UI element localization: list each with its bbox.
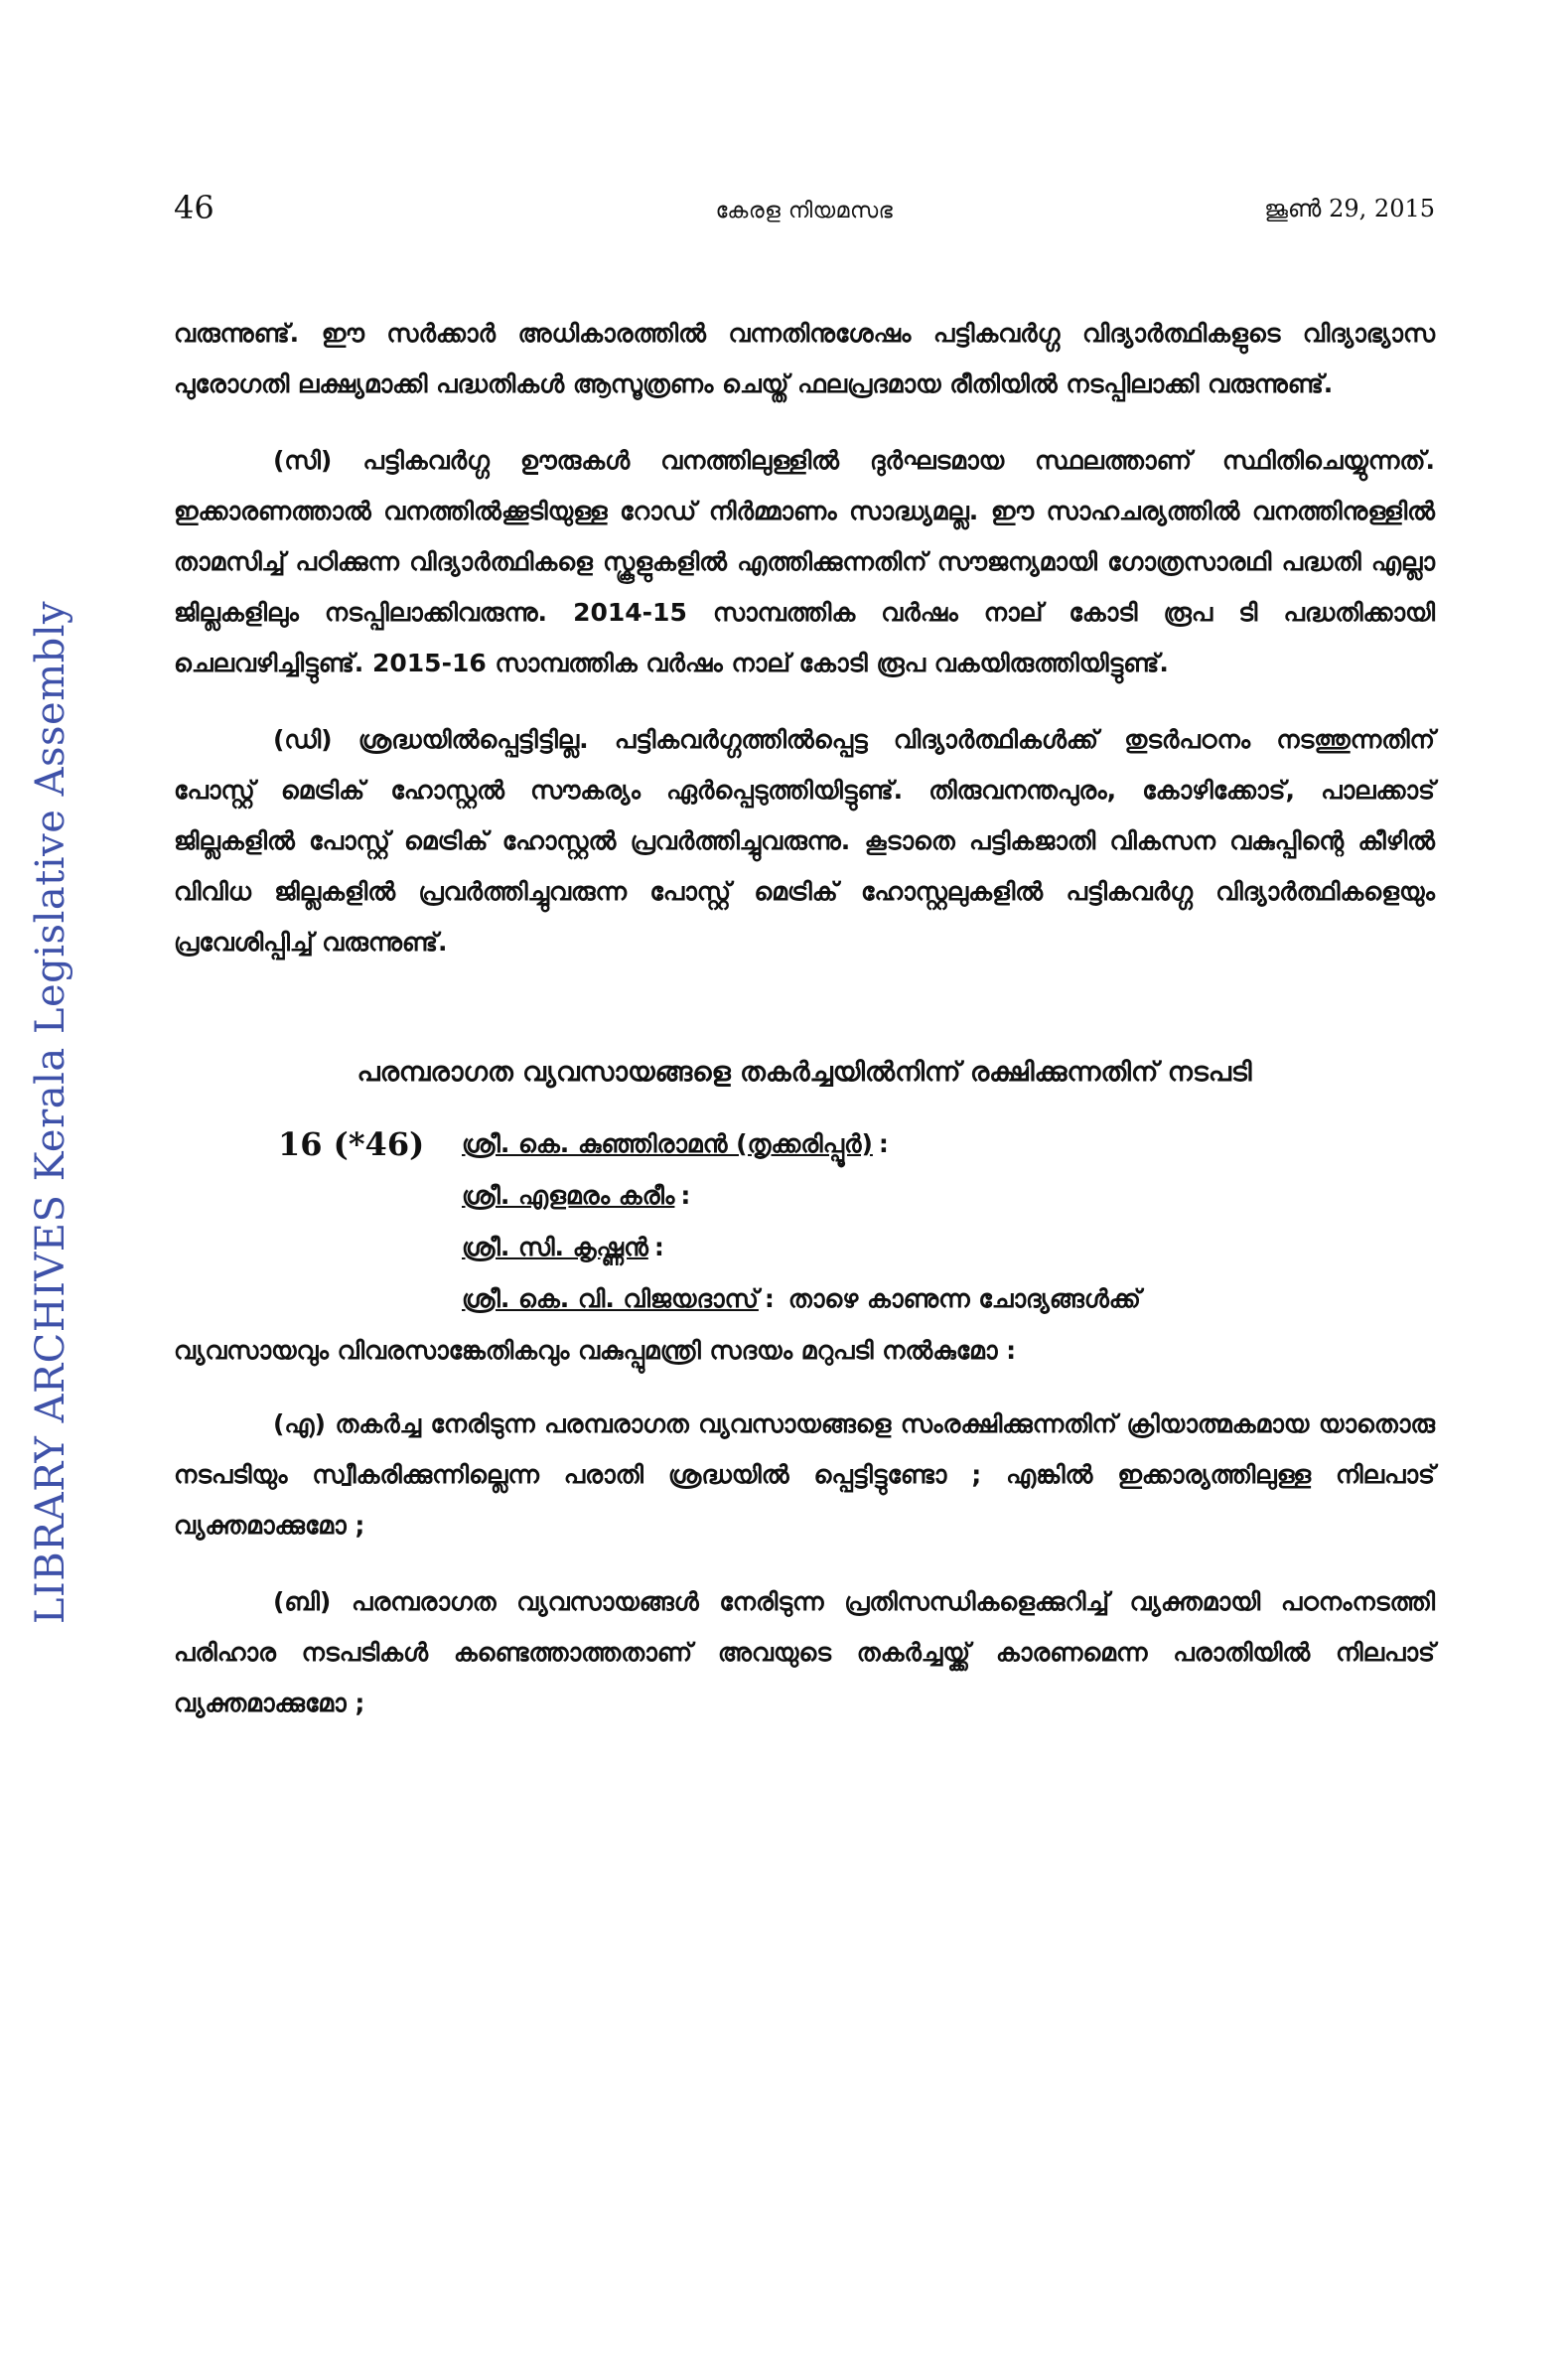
member-line	[462, 1222, 1435, 1273]
question-part-b: (ബി) പരമ്പരാഗത വ്യവസായങ്ങൾ നേരിടുന്ന പ്രതിസന്ധികളെക്കുറിച്ച് വ്യക്തമായി പഠനംനടത്തി പരിഹാര നടപടികൾ കണ്ടെത്താത്തതാണ് അവയുടെ തകർച്ചയ്ക്ക് കാരണമെന്ന പരാതിയിൽ നിലപാട് വ്യക്തമാക്കുമോ ;	[174, 1587, 1435, 1717]
member-name: ശ്രീ. സി. കൃഷ്ണൻ	[462, 1233, 648, 1261]
question-part-a: (എ) തകർച്ച നേരിടുന്ന പരമ്പരാഗത വ്യവസായങ്ങളെ സംരക്ഷിക്കുന്നതിന് ക്രിയാത്മകമായ യാതൊരു നടപടിയും സ്വീകരിക്കുന്നില്ലെന്ന പരാതി ശ്രദ്ധയിൽ പ്പെട്ടിട്ടുണ്ടോ ; എങ്കിൽ ഇക്കാര്യത്തിലുള്ള നിലപാട് വ്യക്തമാക്കുമോ ;	[174, 1409, 1435, 1540]
member-line	[462, 1170, 1435, 1222]
page-number: 46	[174, 189, 214, 226]
section-heading: പരമ്പരാഗത വ്യവസായങ്ങളെ തകർച്ചയിൽനിന്ന് രക്ഷിക്കുന്നതിന് നടപടി	[356, 1057, 1252, 1088]
header-date: ജൂൺ 29, 2015	[1264, 195, 1435, 222]
member-line	[462, 1118, 1435, 1170]
paragraph-answer-d: (ഡി) ശ്രദ്ധയിൽപ്പെട്ടിട്ടില്ല. പട്ടികവർഗ്ഗത്തിൽപ്പെട്ട വിദ്യാർത്ഥികൾക്ക് തുടർപഠനം നടത്തുന്നതിന് പോസ്റ്റ് മെട്രിക് ഹോസ്റ്റൽ സൗകര്യം ഏർപ്പെടുത്തിയിട്ടുണ്ട്. തിരുവനന്തപുരം, കോഴിക്കോട്, പാലക്കാട് ജില്ലകളിൽ പോസ്റ്റ് മെട്രിക് ഹോസ്റ്റൽ പ്രവർത്തിച്ചുവരുന്നു. കൂടാതെ പട്ടികജാതി വികസന വകുപ്പിന്റെ കീഴിൽ വിവിധ ജില്ലകളിൽ പ്രവർത്തിച്ചുവരുന്ന പോസ്റ്റ് മെട്രിക് ഹോസ്റ്റലുകളിൽ പട്ടികവർഗ്ഗ വിദ്യാർത്ഥികളെയും പ്രവേശിപ്പിച്ച് വരുന്നുണ്ട്.	[174, 725, 1435, 957]
member-line	[462, 1273, 1435, 1325]
member-name: ശ്രീ. എളമരം കരീം	[462, 1181, 675, 1210]
member-colon: :	[764, 1284, 775, 1313]
question-block	[174, 1118, 1435, 1325]
question-intro: വ്യവസായവും വിവരസാങ്കേതികവും വകുപ്പുമന്ത്രി സദയം മറുപടി നൽകുമോ :	[174, 1336, 1017, 1365]
library-watermark: LIBRARY ARCHIVES Kerala Legislative Assembly	[28, 600, 73, 1625]
paragraph-continuation: വരുന്നുണ്ട്. ഈ സർക്കാർ അധികാരത്തിൽ വന്നതിനുശേഷം പട്ടികവർഗ്ഗ വിദ്യാർത്ഥികളുടെ വിദ്യാഭ്യാസ പുരോഗതി ലക്ഷ്യമാക്കി പദ്ധതികൾ ആസൂത്രണം ചെയ്ത് ഫലപ്രദമായ രീതിയിൽ നടപ്പിലാക്കി വരുന്നുണ്ട്.	[174, 319, 1435, 398]
member-colon: :	[680, 1181, 691, 1210]
paragraph-answer-c: (സി) പട്ടികവർഗ്ഗ ഊരുകൾ വനത്തിലുള്ളിൽ ദുർഘടമായ സ്ഥലത്താണ് സ്ഥിതിചെയ്യുന്നത്. ഇക്കാരണത്താൽ വനത്തിൽക്കൂടിയുള്ള റോഡ് നിർമ്മാണം സാദ്ധ്യമല്ല. ഈ സാഹചര്യത്തിൽ വനത്തിനുള്ളിൽ താമസിച്ച് പഠിക്കുന്ന വിദ്യാർത്ഥികളെ സ്കൂളുകളിൽ എത്തിക്കുന്നതിന് സൗജന്യമായി ഗോത്രസാരഥി പദ്ധതി എല്ലാ ജില്ലകളിലും നടപ്പിലാക്കിവരുന്നു. 2014-15 സാമ്പത്തിക വർഷം നാല് കോടി രൂപ ടി പദ്ധതിക്കായി ചെലവഴിച്ചിട്ടുണ്ട്. 2015-16 സാമ്പത്തിക വർഷം നാല് കോടി രൂപ വകയിരുത്തിയിട്ടുണ്ട്.	[174, 446, 1435, 677]
page-content	[174, 308, 1435, 1754]
member-name: ശ്രീ. കെ. വി. വിജയദാസ്	[462, 1284, 759, 1313]
member-list	[462, 1118, 1435, 1325]
page-header	[174, 189, 1435, 238]
member-colon: :	[878, 1129, 889, 1158]
question-number: 16 (*46)	[278, 1125, 425, 1163]
question-lead-text: താഴെ കാണുന്ന ചോദ്യങ്ങൾക്ക്	[787, 1284, 1141, 1313]
member-colon: :	[653, 1233, 664, 1261]
header-title: കേരള നിയമസഭ	[715, 199, 894, 223]
member-name: ശ്രീ. കെ. കുഞ്ഞിരാമൻ (തൃക്കരിപ്പൂർ)	[462, 1129, 873, 1158]
